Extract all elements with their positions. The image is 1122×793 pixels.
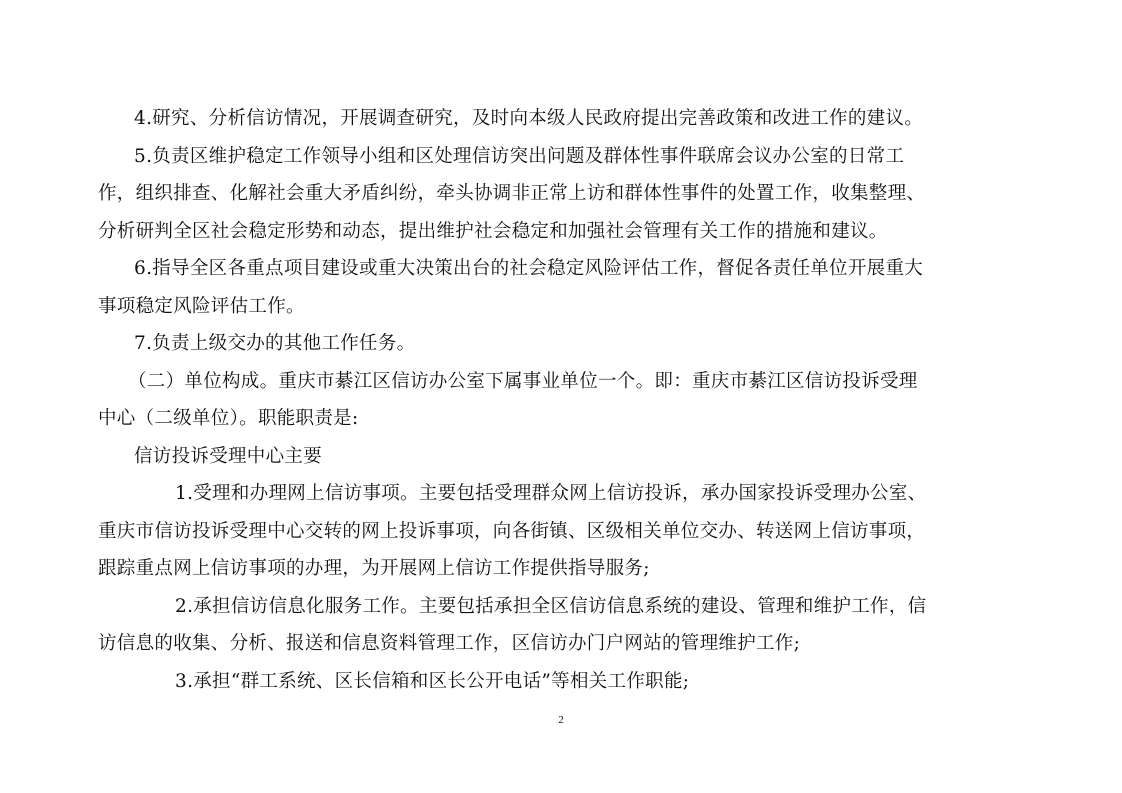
paragraph-item-5-line-1: 5.负责区维护稳定工作领导小组和区处理信访突出问题及群体性事件联席会议办公室的日常工: [134, 146, 905, 167]
paragraph-center-item-1-line-1: 1.受理和办理网上信访事项。主要包括受理群众网上信访投诉，承办国家投诉受理办公室、: [175, 483, 927, 504]
paragraph-center-heading: 信访投诉受理中心主要: [134, 446, 323, 467]
paragraph-center-item-2-line-2: 访信息的收集、分析、报送和信息资料管理工作，区信访办门户网站的管理维护工作;: [98, 633, 801, 654]
paragraph-unit-composition-line-1: （二）单位构成。重庆市綦江区信访办公室下属事业单位一个。即：重庆市綦江区信访投诉受理: [128, 371, 918, 392]
paragraph-item-7: 7.负责上级交办的其他工作任务。: [134, 333, 416, 354]
paragraph-center-item-3: 3.承担“群工系统、区长信箱和区长公开电话”等相关工作职能;: [175, 671, 690, 692]
paragraph-center-item-2-line-1: 2.承担信访信息化服务工作。主要包括承担全区信访信息系统的建设、管理和维护工作，信: [175, 596, 927, 617]
paragraph-item-6-line-1: 6.指导全区各重点项目建设或重大决策出台的社会稳定风险评估工作，督促各责任单位开展重大: [134, 258, 924, 279]
paragraph-unit-composition-line-2: 中心（二级单位）。职能职责是:: [98, 408, 359, 429]
paragraph-item-6-line-2: 事项稳定风险评估工作。: [98, 296, 305, 317]
paragraph-item-4: 4.研究、分析信访情况，开展调查研究，及时向本级人民政府提出完善政策和改进工作的建议。: [134, 108, 924, 129]
page-number: 2: [558, 714, 564, 726]
paragraph-item-5-line-2: 作，组织排查、化解社会重大矛盾纠纷，牵头协调非正常上访和群体性事件的处置工作，收集整理、: [98, 183, 926, 204]
paragraph-center-item-1-line-3: 跟踪重点网上信访事项的办理，为开展网上信访工作提供指导服务;: [98, 558, 650, 579]
paragraph-item-5-line-3: 分析研判全区社会稳定形势和动态，提出维护社会稳定和加强社会管理有关工作的措施和建议。: [98, 221, 888, 242]
paragraph-center-item-1-line-2: 重庆市信访投诉受理中心交转的网上投诉事项，向各街镇、区级相关单位交办、转送网上信访事项，: [98, 521, 926, 542]
